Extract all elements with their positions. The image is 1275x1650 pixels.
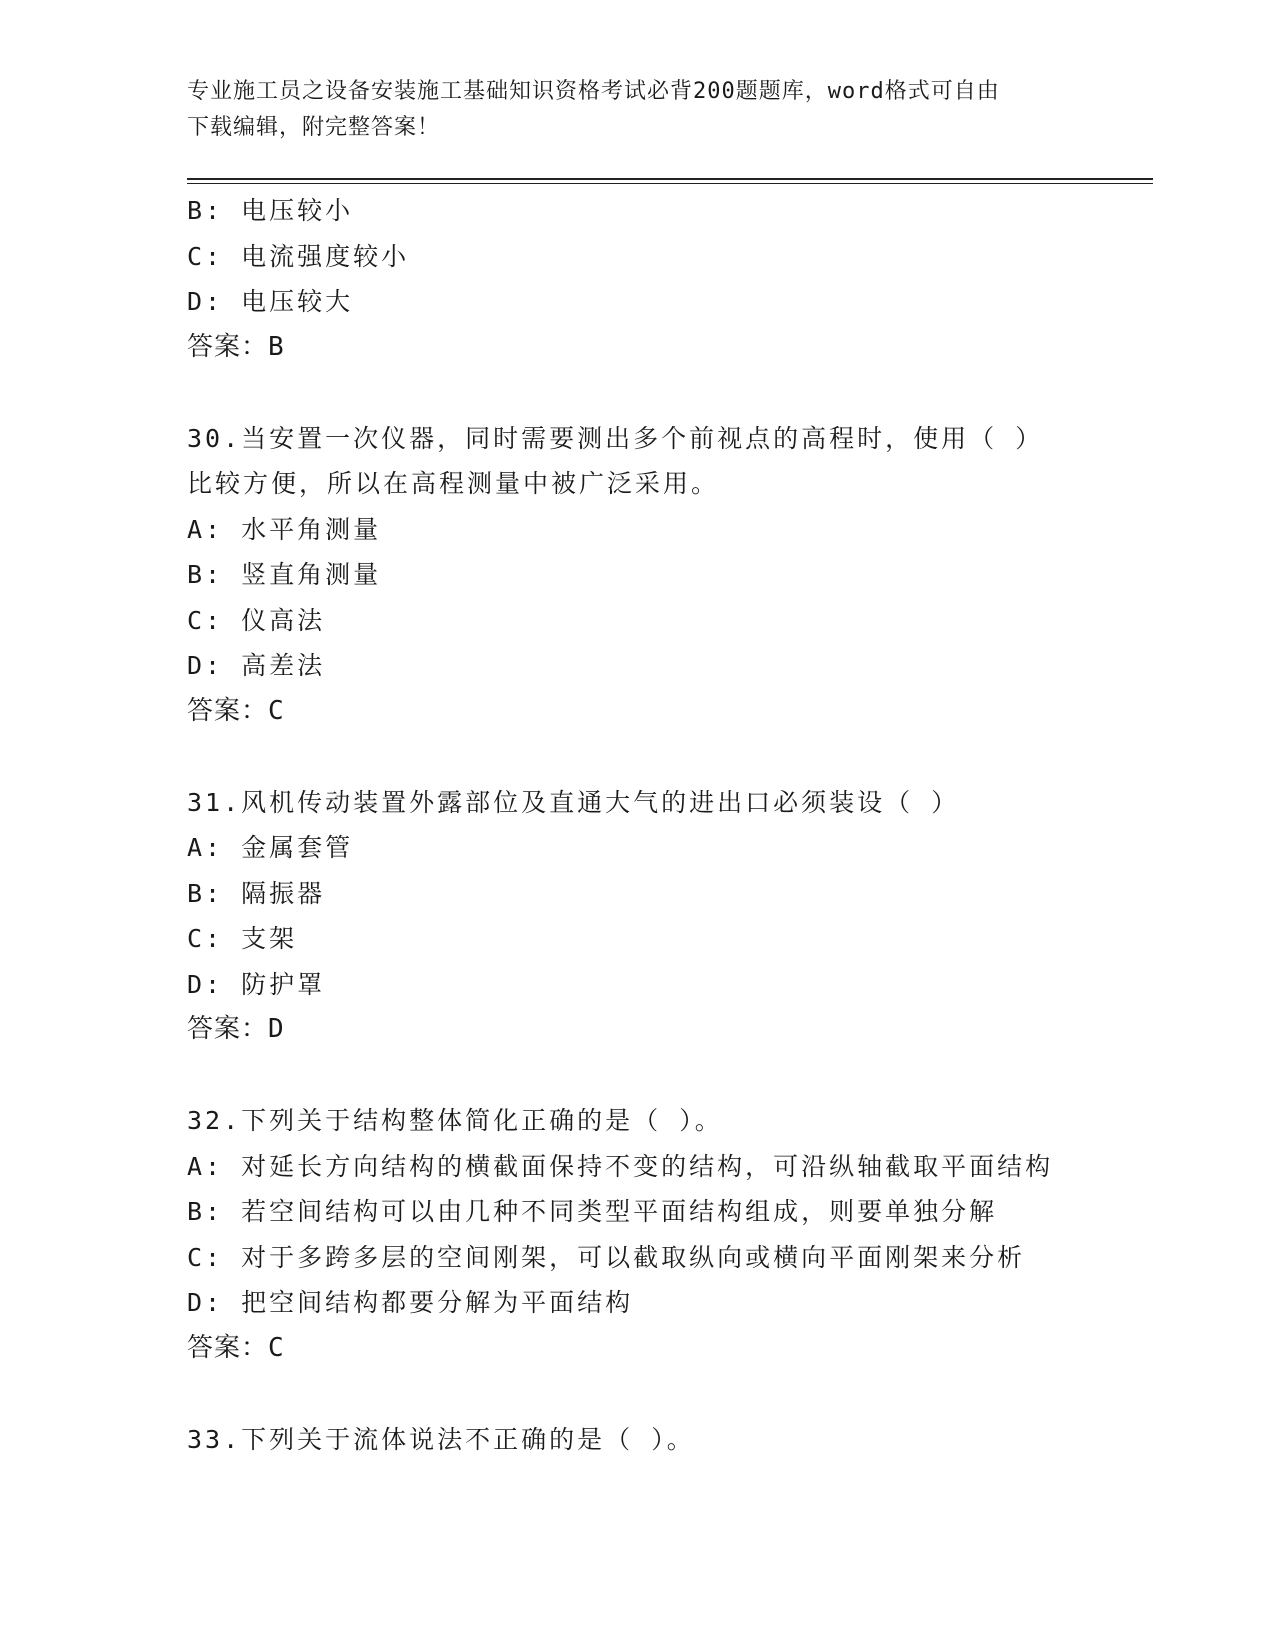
option-a: A: 水平角测量 [187, 514, 382, 544]
option-b: B: 竖直角测量 [187, 560, 382, 589]
option-a: A: 对延长方向结构的横截面保持不变的结构，可沿纵轴截取平面结构 [187, 1151, 1054, 1181]
question-30 [187, 416, 1087, 735]
option-b: B: 电压较小 [187, 196, 354, 225]
option-c: C: 仪高法 [187, 605, 326, 635]
answer-line: 答案：C [187, 1332, 285, 1363]
header-rule-thick [187, 178, 1153, 180]
spacer [187, 1053, 1087, 1099]
spacer [187, 370, 1087, 416]
option-a: A: 金属套管 [187, 833, 354, 862]
prev-question-tail [187, 188, 1087, 370]
question-text: 31.风机传动装置外露部位及直通大气的进出口必须装设（ ） [187, 787, 960, 817]
question-33 [187, 1417, 1087, 1463]
option-c: C: 支架 [187, 924, 298, 953]
option-d: D: 把空间结构都要分解为平面结构 [187, 1288, 634, 1317]
question-text: 比较方便，所以在高程测量中被广泛采用。 [187, 469, 720, 498]
spacer [187, 1371, 1087, 1417]
option-c: C: 电流强度较小 [187, 241, 410, 271]
option-b: B: 若空间结构可以由几种不同类型平面结构组成，则要单独分解 [187, 1197, 998, 1226]
question-text: 33.下列关于流体说法不正确的是（ ）。 [187, 1424, 695, 1454]
option-d: D: 电压较大 [187, 287, 354, 316]
option-b: B: 隔振器 [187, 878, 326, 908]
question-text: 32.下列关于结构整体简化正确的是（ ）。 [187, 1106, 723, 1135]
spacer [187, 734, 1087, 780]
header-line-1: 专业施工员之设备安装施工基础知识资格考试必背200题题库，word格式可自由 [187, 79, 1000, 104]
option-c: C: 对于多跨多层的空间刚架，可以截取纵向或横向平面刚架来分析 [187, 1242, 1026, 1272]
question-31 [187, 780, 1087, 1053]
answer-line: 答案：C [187, 695, 285, 726]
question-content [187, 188, 1087, 1462]
header-line-2: 下载编辑，附完整答案！ [187, 115, 441, 140]
answer-line: 答案：D [187, 1014, 285, 1044]
option-d: D: 防护罩 [187, 969, 326, 999]
question-32 [187, 1098, 1087, 1371]
answer-line: 答案：B [187, 331, 285, 362]
question-text: 30.当安置一次仪器，同时需要测出多个前视点的高程时，使用（ ） [187, 423, 1044, 453]
option-d: D: 高差法 [187, 651, 326, 680]
header-rule-thin [187, 183, 1153, 184]
document-header [187, 74, 1067, 146]
